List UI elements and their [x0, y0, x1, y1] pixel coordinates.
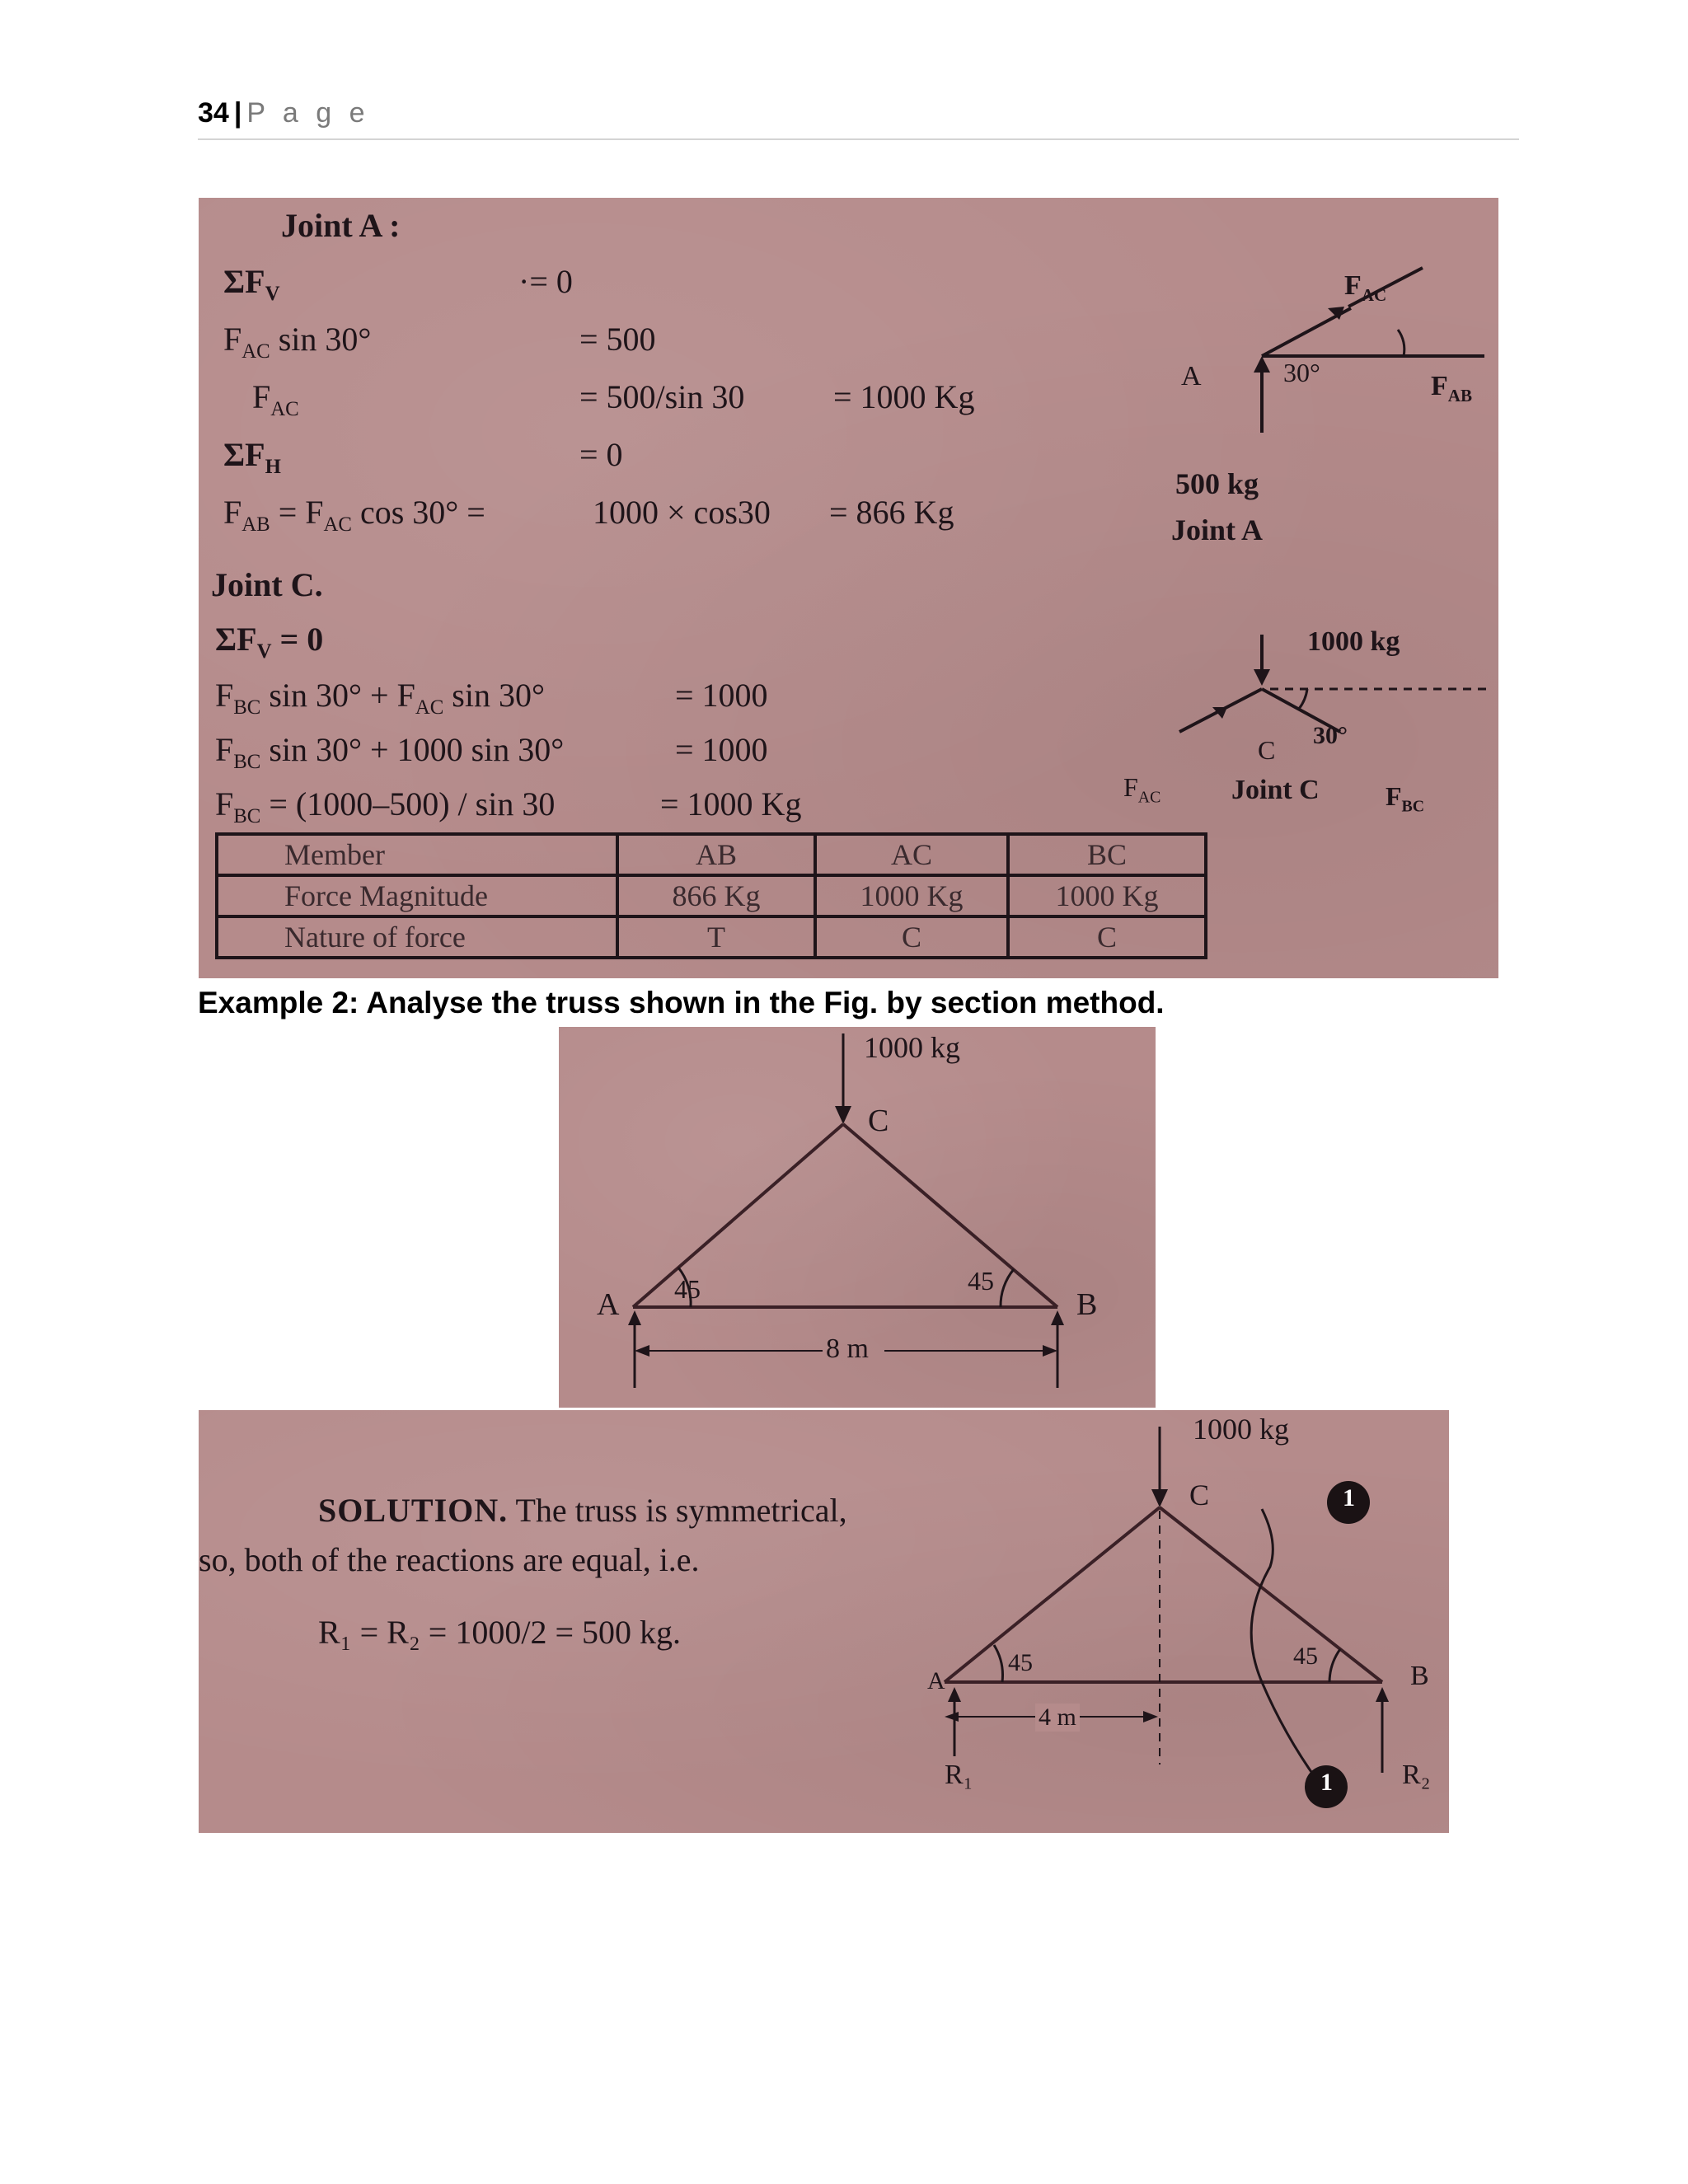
- section-truss-diagram: [199, 1410, 1449, 1833]
- joint-a-title: Joint A :: [281, 207, 401, 244]
- table-cell: 1000 Kg: [815, 875, 1008, 916]
- joint-a-line3-rhs2: = 1000 Kg: [833, 378, 975, 415]
- joint-a-angle-arc: [1398, 330, 1404, 356]
- table-row: [217, 875, 1206, 916]
- joint-a-reaction-arrowhead: [1254, 356, 1270, 373]
- joint-c-line4-rhs: = 1000 Kg: [660, 785, 802, 823]
- solution-line-1: SOLUTION. The truss is symmetrical,: [318, 1492, 847, 1529]
- joint-a-node-label: A: [1181, 361, 1202, 391]
- table-cell: 866 Kg: [617, 875, 815, 916]
- joint-c-line3-lhs: $F_{BC}$ sin 30° + 1000 sin 30°: [215, 731, 565, 773]
- table-header-cell: AC: [815, 834, 1008, 875]
- page-number: 34: [198, 97, 229, 129]
- truss-right-angle-label: 45: [968, 1266, 994, 1296]
- reactions-equation: R₁ = R₂ = 1000/2 = 500 kg.: [318, 1614, 682, 1651]
- joint-c-caption: Joint C: [1231, 775, 1320, 805]
- joint-a-line1-lhs: $\Sigma F_V$: [223, 263, 280, 305]
- solution-line-2: so, both of the reactions are equal, i.e.: [199, 1541, 700, 1578]
- table-cell: C: [815, 916, 1008, 958]
- joint-c-node-label: C: [1258, 735, 1276, 765]
- table-header-cell: Member: [217, 834, 617, 875]
- joint-a-angle-label: 30°: [1283, 358, 1320, 387]
- truss-right-node-label: B: [1076, 1287, 1098, 1322]
- joint-a-line2-rhs: = 500: [579, 321, 656, 358]
- truss-left-angle-label: 45: [674, 1274, 701, 1304]
- section-load-arrowhead: [1151, 1489, 1168, 1507]
- section-half-span-arrowhead-left: [945, 1712, 959, 1722]
- truss-right-reaction-arrowhead: [1051, 1310, 1064, 1325]
- joint-c-line1: $\Sigma F_V = 0$: [215, 621, 324, 663]
- joint-analysis-photo: [199, 198, 1498, 978]
- joint-a-load-label: 500 kg: [1175, 467, 1259, 500]
- joint-c-load-arrowhead: [1254, 669, 1270, 686]
- joint-c-title: Joint C.: [211, 566, 323, 603]
- joint-a-caption: Joint A: [1171, 513, 1264, 546]
- truss-left-reaction-arrowhead: [628, 1310, 641, 1325]
- section-load-label: 1000 kg: [1193, 1413, 1289, 1446]
- joint-a-line5-rhs2: = 866 Kg: [829, 494, 954, 531]
- section-left-node-label: A: [927, 1667, 945, 1694]
- joint-a-line4-rhs: = 0: [579, 436, 623, 473]
- truss-span-arrowhead-right: [1043, 1345, 1057, 1357]
- page-header: [198, 97, 369, 129]
- joint-c-line4-lhs: $F_{BC} = (1000-500) / \sin 30$: [215, 785, 556, 827]
- truss-load-label: 1000 kg: [864, 1031, 960, 1064]
- joint-a-fac-label: $F_{AC}$: [1344, 270, 1387, 305]
- joint-a-line3-lhs: $F_{AC}$: [252, 378, 299, 420]
- table-cell: Force Magnitude: [217, 875, 617, 916]
- truss-member-ac: [633, 1124, 843, 1307]
- section-r1-label: R₁: [945, 1760, 973, 1790]
- truss-apex-label: C: [868, 1104, 889, 1138]
- joint-a-line1-rhs: ·= 0: [518, 263, 573, 300]
- joint-c-fac-label: $F_{AC}$: [1123, 772, 1161, 807]
- table-cell: C: [1008, 916, 1206, 958]
- section-left-angle-arc: [994, 1645, 1002, 1682]
- section-left-angle-label: 45: [1008, 1649, 1033, 1676]
- truss-member-bc: [843, 1124, 1057, 1307]
- joint-c-line3-rhs: = 1000: [675, 731, 768, 768]
- section-member-ac: [945, 1507, 1160, 1682]
- section-r2-label: R₂: [1402, 1760, 1431, 1790]
- table-cell: T: [617, 916, 815, 958]
- truss-span-label: 8 m: [826, 1333, 869, 1364]
- example-heading: Example 2: Analyse the truss shown in the Fig. by section method.: [198, 986, 1165, 1019]
- truss-load-arrowhead: [835, 1106, 851, 1124]
- section-marker-bottom-label: 1: [1320, 1769, 1333, 1796]
- section-half-span-arrowhead-right: [1143, 1711, 1158, 1722]
- joint-c-angle-label: 30°: [1313, 722, 1348, 749]
- joint-c-angle-arc: [1299, 689, 1307, 709]
- table-header-cell: AB: [617, 834, 815, 875]
- table-header-cell: BC: [1008, 834, 1206, 875]
- section-r1-arrowhead: [948, 1687, 961, 1702]
- truss-figure-photo: [559, 1027, 1156, 1408]
- table-cell: Nature of force: [217, 916, 617, 958]
- section-right-angle-arc: [1329, 1649, 1340, 1682]
- table-header-row: [217, 834, 1206, 875]
- joint-a-line3-rhs: = 500/sin 30: [579, 378, 745, 415]
- table-cell: 1000 Kg: [1008, 875, 1206, 916]
- member-force-table: [215, 832, 1207, 959]
- section-right-angle-label: 45: [1293, 1643, 1318, 1670]
- joint-a-line5-lhs: $F_{AB} = F_{AC}$ cos 30° =: [223, 494, 485, 536]
- section-half-span-label: 4 m: [1035, 1704, 1080, 1732]
- header-rule: [198, 138, 1519, 140]
- joint-c-line2-lhs: $F_{BC}$ $\sin 30^\circ + F_{AC}$ sin 30°: [215, 677, 545, 719]
- joint-c-line2-rhs: = 1000: [675, 677, 768, 714]
- truss-right-angle-arc: [1001, 1269, 1014, 1307]
- section-apex-label: C: [1189, 1479, 1210, 1511]
- table-row: [217, 916, 1206, 958]
- joint-c-diagram: [1130, 635, 1493, 791]
- page-label: P a g e: [246, 97, 370, 129]
- joint-a-line5-rhs: 1000 × cos30: [593, 494, 771, 531]
- solution-photo: [199, 1410, 1449, 1833]
- section-marker-top-label: 1: [1343, 1484, 1355, 1511]
- joint-c-fbc-label: $F_{BC}$: [1386, 781, 1425, 816]
- header-separator: |: [233, 97, 242, 129]
- joint-c-load-label: 1000 kg: [1307, 626, 1400, 657]
- section-r2-arrowhead: [1376, 1687, 1389, 1702]
- truss-left-node-label: A: [597, 1287, 620, 1322]
- truss-span-arrowhead-left: [635, 1345, 649, 1357]
- joint-a-line2-lhs: $F_{AC}$ sin 30°: [223, 321, 372, 363]
- section-right-node-label: B: [1410, 1661, 1429, 1691]
- joint-a-fab-label: $F_{AB}$: [1431, 371, 1473, 405]
- joint-a-line4-lhs: $\Sigma F_H$: [223, 436, 281, 478]
